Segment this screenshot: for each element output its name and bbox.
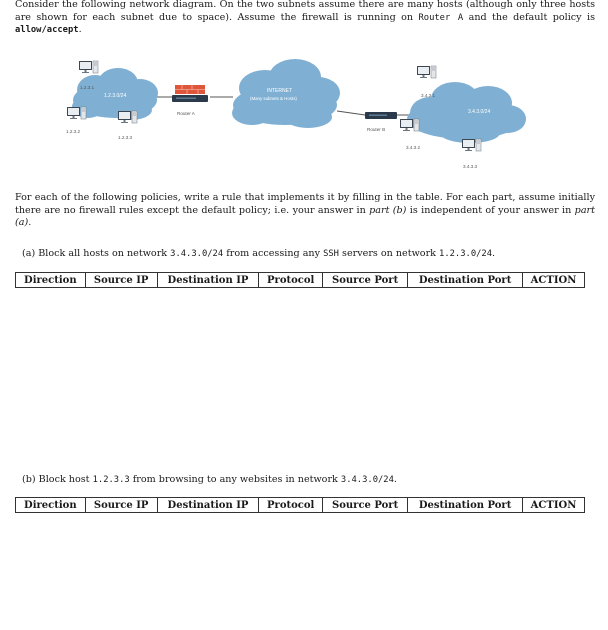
intro-policy: allow/accept: [15, 25, 79, 36]
instructions-text-1: For each of the following policies, write a rule that implements it by filling in the table. For each part, assume initially there are no firewall rules except the default policy; i.e. your answer in: [15, 192, 595, 216]
instructions-paragraph: [15, 192, 595, 230]
part-a-end: .: [492, 248, 496, 259]
host-right-2-label: 3.4.3.2: [406, 145, 421, 150]
header-destination-ip: Destination IP: [157, 273, 259, 288]
router-b-label: Router B: [367, 127, 386, 132]
header-direction: Direction: [16, 273, 86, 288]
header-destination-port: Destination Port: [408, 498, 523, 513]
intro-text-1: Consider the following network diagram. On the two subnets assume there are many hosts (although only three hosts are shown for each subnet due to space). Assume the firewall is running on: [15, 0, 595, 23]
host-left-3-computer-icon: [118, 111, 137, 123]
part-b-question: [22, 474, 582, 486]
host-left-1-computer-icon: [79, 61, 98, 73]
right-subnet-label: 3.4.3.0/24: [468, 109, 491, 115]
part-a-text-1: from accessing any: [226, 248, 321, 259]
header-protocol: Protocol: [259, 273, 323, 288]
router-b-icon: [365, 112, 397, 119]
header-source-port: Source Port: [323, 273, 408, 288]
host-right-3-label: 3.4.3.3: [463, 164, 478, 169]
part-b-text: from browsing to any websites in network: [132, 474, 338, 485]
internet-title: INTERNET: [267, 88, 292, 94]
intro-router-a: Router A: [418, 12, 464, 23]
instructions-part-a: part (a): [15, 204, 595, 229]
host-left-3-label: 1.2.3.3: [118, 135, 133, 140]
header-destination-port: Destination Port: [408, 273, 523, 288]
host-right-2-computer-icon: [400, 119, 419, 131]
instructions-part-b: part (b): [369, 204, 407, 216]
host-right-3-computer-icon: [462, 139, 481, 151]
header-action: ACTION: [523, 498, 585, 513]
router-a-label: Router A: [177, 111, 195, 116]
header-direction: Direction: [16, 498, 86, 513]
part-a-source-network: 3.4.3.0/24: [170, 249, 224, 259]
header-source-ip: Source IP: [85, 273, 157, 288]
right-subnet-cloud: [407, 82, 526, 143]
header-action: ACTION: [523, 273, 585, 288]
network-diagram: [60, 55, 550, 175]
header-protocol: Protocol: [259, 498, 323, 513]
part-b-prefix: (b) Block host: [22, 474, 90, 485]
part-b-network: 3.4.3.0/24: [340, 475, 394, 485]
part-a-question: [22, 248, 582, 260]
header-source-port: Source Port: [323, 498, 408, 513]
host-left-2-label: 1.2.3.2: [66, 129, 81, 134]
host-right-1-label: 3.4.3.1: [421, 93, 436, 98]
part-b-end: .: [393, 474, 397, 485]
part-a-text-2: servers on network: [342, 248, 436, 259]
part-b-host: 1.2.3.3: [92, 475, 130, 485]
router-a-icon: [172, 95, 208, 102]
intro-text-2: and the default policy is: [468, 11, 595, 23]
rules-table-a: [15, 272, 585, 288]
instructions-text-3: .: [28, 217, 32, 229]
intro-paragraph: [15, 0, 595, 37]
intro-text-3: .: [78, 24, 82, 36]
rules-table-a-header: [16, 273, 585, 288]
firewall-icon: [175, 85, 205, 94]
host-right-1-computer-icon: [417, 66, 436, 78]
host-left-1-label: 1.2.3.1: [80, 85, 95, 90]
header-destination-ip: Destination IP: [157, 498, 259, 513]
part-a-prefix: (a) Block all hosts on network: [22, 248, 168, 259]
left-subnet-label: 1.2.3.0/24: [104, 93, 127, 99]
link-internet-routerb: [337, 111, 365, 115]
internet-subtitle: (Many subnets & Hosts): [250, 96, 297, 101]
header-source-ip: Source IP: [85, 498, 157, 513]
rules-table-b-header: [16, 498, 585, 513]
host-left-2-computer-icon: [67, 107, 86, 119]
rules-table-b: [15, 497, 585, 513]
part-a-dest-network: 1.2.3.0/24: [439, 249, 493, 259]
part-a-protocol: SSH: [323, 249, 339, 259]
instructions-text-2: is independent of your answer in: [409, 204, 572, 216]
